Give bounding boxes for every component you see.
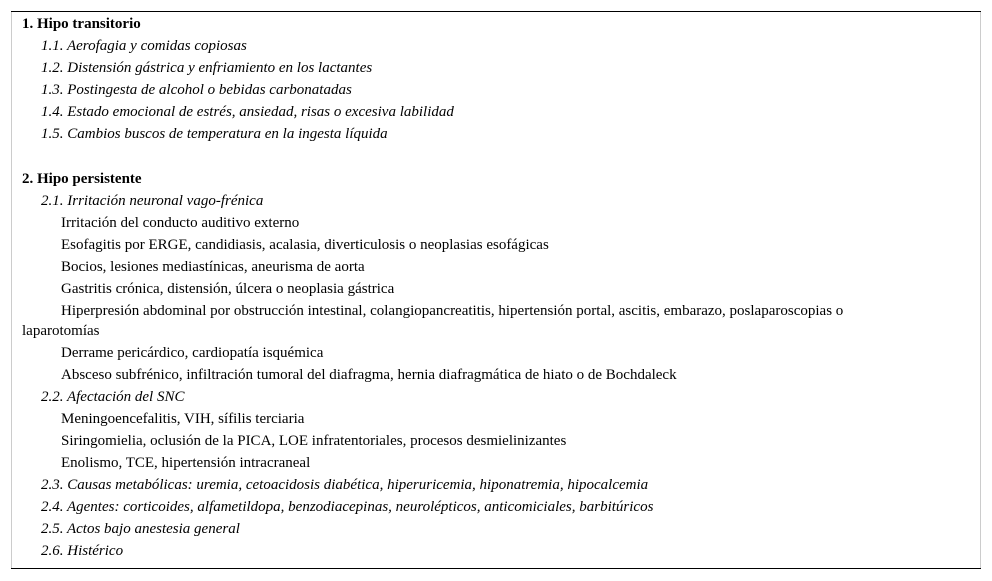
list-item: Bocios, lesiones mediastínicas, aneurisma de aorta bbox=[61, 259, 365, 275]
list-item: 1.3. Postingesta de alcohol o bebidas carbonatadas bbox=[41, 82, 352, 98]
list-item: Hiperpresión abdominal por obstrucción intestinal, colangiopancreatitis, hipertensión portal, ascitis, embarazo, poslaparoscopias o laparotomías bbox=[22, 303, 844, 339]
section-spacer bbox=[22, 145, 967, 168]
subsection-histerico: 2.6. Histérico bbox=[41, 543, 124, 559]
list-item: 1.4. Estado emocional de estrés, ansiedad, risas o excesiva labilidad bbox=[41, 104, 454, 120]
list-item: Irritación del conducto auditivo externo bbox=[61, 215, 300, 231]
subsection-metabolicas: 2.3. Causas metabólicas: uremia, cetoacidosis diabética, hiperuricemia, hiponatremia, hipocalcemia bbox=[41, 477, 649, 493]
list-item: Gastritis crónica, distensión, úlcera o neoplasia gástrica bbox=[61, 281, 395, 297]
list-item: Absceso subfrénico, infiltración tumoral del diafragma, hernia diafragmática de hiato o de Bochdaleck bbox=[61, 367, 677, 383]
list-item: Siringomielia, oclusión de la PICA, LOE infratentoriales, procesos desmielinizantes bbox=[61, 433, 567, 449]
subsection-heading-irritacion: 2.1. Irritación neuronal vago-frénica bbox=[41, 193, 264, 209]
section-heading-transitorio: 1. Hipo transitorio bbox=[22, 16, 141, 32]
list-item: Meningoencefalitis, VIH, sífilis terciaria bbox=[61, 411, 305, 427]
table-right-border bbox=[980, 12, 981, 568]
table-left-border bbox=[11, 12, 12, 568]
subsection-agentes: 2.4. Agentes: corticoides, alfametildopa, benzodiacepinas, neurolépticos, anticomiciales, barbitúricos bbox=[41, 499, 654, 515]
list-item: Derrame pericárdico, cardiopatía isquémica bbox=[61, 345, 324, 361]
table-content bbox=[22, 13, 967, 562]
list-item: 1.1. Aerofagia y comidas copiosas bbox=[41, 38, 247, 54]
list-item: 1.5. Cambios buscos de temperatura en la ingesta líquida bbox=[41, 126, 388, 142]
subsection-heading-snc: 2.2. Afectación del SNC bbox=[41, 389, 185, 405]
list-item: Esofagitis por ERGE, candidiasis, acalasia, diverticulosis o neoplasias esofágicas bbox=[61, 237, 549, 253]
subsection-anestesia: 2.5. Actos bajo anestesia general bbox=[41, 521, 240, 537]
section-heading-persistente: 2. Hipo persistente bbox=[22, 171, 142, 187]
list-item: 1.2. Distensión gástrica y enfriamiento en los lactantes bbox=[41, 60, 373, 76]
list-item: Enolismo, TCE, hipertensión intracraneal bbox=[61, 455, 311, 471]
